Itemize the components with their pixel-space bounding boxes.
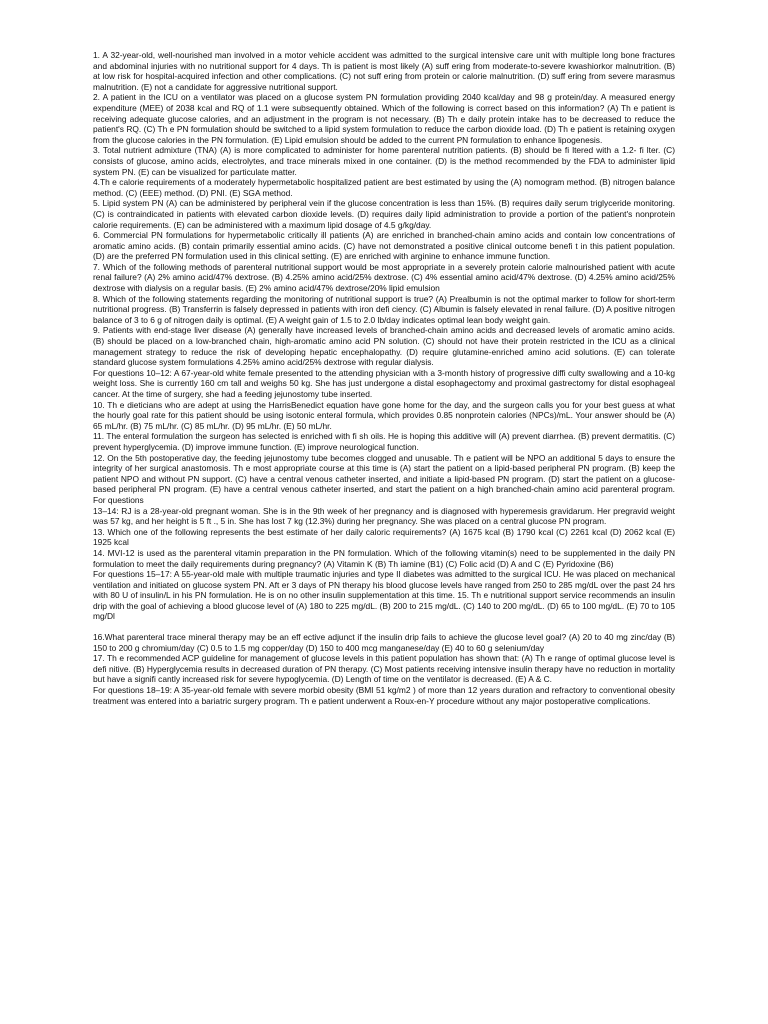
case-intro-18-19: For questions 18–19: A 35-year-old female with severe morbid obesity (BMI 51 kg/m2 ) of more than 12 years duration and refractory to conventional obesity treatment was entered into a bariatric surgery program. Th e patient underwent a Roux-en-Y procedure without any major postoperative complications. xyxy=(93,685,675,706)
question-4: 4.Th e calorie requirements of a moderately hypermetabolic hospitalized patient are best estimated by using the (A) nomogram method. (B) nitrogen balance method. (C) (EEE) method. (D) PNI. (E) SGA method. xyxy=(93,177,675,198)
question-3: 3. Total nutrient admixture (TNA) (A) is more complicated to administer for home parenteral nutrition patients. (B) should be fi ltered with a 1.2- fi lter. (C) consists of glucose, amino acids, electrolytes, and trace minerals mixed in one container. (D) is the method recommended by the FDA to administer lipid system PN. (E) can be visualized for particulate matter. xyxy=(93,145,675,177)
case-intro-13-14: 13–14: RJ is a 28-year-old pregnant woman. She is in the 9th week of her pregnancy and is diagnosed with hyperemesis gravidarum. Her pregravid weight was 57 kg, and her height is 5 ft ., 5 in. She has lost 7 kg (12.3%) during her pregnancy. She was placed on a central glucose PN program. xyxy=(93,505,675,527)
question-10: 10. Th e dieticians who are adept at using the HarrisBenedict equation have gone home for the day, and the surgeon calls you for your best guess at what the hourly goal rate for this patient should be using isotonic enteral formula, which provides 0.85 nonprotein calories (NPCs)/mL. Your answer should be (A) 65 mL/hr. (B) 75 mL/hr. (C) 85 mL/hr. (D) 95 mL/hr. (E) 50 mL/hr. xyxy=(93,399,675,431)
question-5: 5. Lipid system PN (A) can be administered by peripheral vein if the glucose concentration is less than 15%. (B) requires daily serum triglyceride monitoring. (C) is contraindicated in patients with elevated carbon dioxide levels. (D) requires daily lipid administration to provide a portion of the patient's nonprotein calorie requirements. (E) can be administered with a maximum lipid dosage of 4.5 g/kg/day. xyxy=(93,198,675,230)
paragraph-gap xyxy=(93,622,675,632)
question-13: 13. Which one of the following represents the best estimate of her daily caloric requirements? (A) 1675 kcal (B) 1790 kcal (C) 2261 kcal (D) 2062 kcal (E) 1925 kcal xyxy=(93,526,675,548)
case-intro-10-12: For questions 10–12: A 67-year-old white female presented to the attending physician with a 3-month history of progressive diffi culty swallowing and a 10-kg weight loss. She is currently 160 cm tall and weighs 50 kg. She has just undergone a distal esophagectomy and proximal gastrectomy for distal esophageal cancer. At the time of surgery, she had a feeding jejunostomy tube inserted. xyxy=(93,367,675,399)
question-16: 16.What parenteral trace mineral therapy may be an eff ective adjunct if the insulin drip fails to achieve the glucose level goal? (A) 20 to 40 mg zinc/day (B) 150 to 200 g chromium/day (C) 0.5 to 1.5 mg copper/day (D) 150 to 400 mcg manganese/day (E) 40 to 60 g selenium/day xyxy=(93,632,675,653)
question-6: 6. Commercial PN formulations for hypermetabolic critically ill patients (A) are enriched in branched-chain amino acids and contain low concentrations of aromatic amino acids. (B) contain primarily essential amino acids. (C) have not demonstrated a positive clinical outcome benefi t in this patient population. (D) are the preferred PN formulation used in this clinical setting. (E) are enriched with arginine to enhance immune function. xyxy=(93,230,675,262)
questions-section-2 xyxy=(93,632,675,706)
question-7: 7. Which of the following methods of parenteral nutritional support would be most appropriate in a severely protein calorie malnourished patient with acute renal failure? (A) 2% amino acid/47% dextrose. (B) 4.25% amino acid/25% dextrose. (C) 4% essential amino acid/47% dextrose. (D) 4.25% amino acid/25% dextrose with dialysis on a regular basis. (E) 2% amino acid/47% dextrose/20% lipid emulsion xyxy=(93,261,675,294)
question-17: 17. Th e recommended ACP guideline for management of glucose levels in this patient population has shown that: (A) Th e range of optimal glucose level is defi nitive. (B) Hyperglycemia results in decreased duration of PN therapy. (C) Most patients receiving intensive insulin therapy have no reduction in mortality but have a signifi cantly increased risk for severe hypoglycemia. (D) Length of time on the ventilator is decreased. (E) A & C. xyxy=(93,653,675,685)
questions-section-1 xyxy=(93,50,675,622)
question-2: 2. A patient in the ICU on a ventilator was placed on a glucose system PN formulation providing 2040 kcal/day and 98 g protein/day. A measured energy expenditure (MEE) of 2038 kcal and RQ of 1.1 were subsequently obtained. Which of the following is correct based on this information? (A) Th e patient is receiving adequate glucose calories, and an adjustment in the program is not necessary. (B) Th e daily protein intake has to be decreased to reduce the patient's RQ. (C) Th e PN formulation should be switched to a lipid system formulation to reduce the carbon dioxide load. (D) Th e patient is retaining oxygen from the glucose calories in the PN formulation. (E) Lipid emulsion should be added to the current PN formulation to enhance lipogenesis. xyxy=(93,92,675,145)
question-14: 14. MVI-12 is used as the parenteral vitamin preparation in the PN formulation. Which of the following vitamin(s) need to be supplemented in the daily PN formulation to meet the daily requirements during pregnancy? (A) Vitamin K (B) Th iamine (B1) (C) Folic acid (D) A and C (E) Pyridoxine (B6) xyxy=(93,547,675,569)
question-9: 9. Patients with end-stage liver disease (A) generally have increased levels of branched-chain amino acids and decreased levels of aromatic amino acids. (B) should be placed on a low-branched chain, high-aromatic amino acid PN solution. (C) should not have their protein restricted in the ICU as a clinical management strategy to reduce the risk of developing hepatic encephalopathy. (D) require glutamine-enriched amino acid solutions. (E) can tolerate standard glucose system formulations 4.25% amino acid/25% dextrose with regular dialysis. xyxy=(93,325,675,368)
case-intro-15-17: For questions 15–17: A 55-year-old male with multiple traumatic injuries and type II diabetes was admitted to the surgical ICU. He was placed on mechanical ventilation and initiated on glucose system PN. Aft er 3 days of PN therapy his blood glucose levels have ranged from 250 to 285 mg/dL over the past 24 hrs with 80 U of insulin/L in his PN formulation. He is on no other insulin supplementation at this time. 15. Th e nutritional support service recommends an insulin drip with the goal of achieving a blood glucose level of (A) 180 to 225 mg/dL. (B) 200 to 215 mg/dL. (C) 140 to 200 mg/dL. (D) 65 to 100 mg/dL. (E) 70 to 105 mg/Dl xyxy=(93,569,675,622)
document-page xyxy=(93,50,675,706)
question-8: 8. Which of the following statements regarding the monitoring of nutritional support is true? (A) Prealbumin is not the optimal marker to follow for short-term nutritional progress. (B) Transferrin is falsely depressed in patients with iron defi ciency. (C) Albumin is falsely elevated in renal failure. (D) A positive nitrogen balance of 3 to 6 g of nitrogen daily is optimal. (E) A weight gain of 1.5 to 2.0 lb/day indicates optimal lean body weight gain. xyxy=(93,293,675,325)
question-12: 12. On the 5th postoperative day, the feeding jejunostomy tube becomes clogged and unusable. Th e patient will be NPO an additional 5 days to ensure the integrity of her surgical anastomosis. Th e most appropriate course at this time is (A) start the patient on a lipid-based peripheral PN program. (B) keep the patient NPO and without PN support. (C) have a central venous catheter inserted, and initiate a lipid-based PN program. (D) start the patient on a glucose-based peripheral PN program. (E) have a central venous catheter inserted, and start the patient on a high branched-chain amino acid parenteral program. For questions xyxy=(93,452,675,505)
question-1: 1. A 32-year-old, well-nourished man involved in a motor vehicle accident was admitted to the surgical intensive care unit with multiple long bone fractures and abdominal injuries with no nutritional support for 4 days. Th is patient is most likely (A) suff ering from moderate-to-severe kwashiorkor malnutrition. (B) at low risk for hospital-acquired infection and other complications. (C) not suff ering from protein or calorie malnutrition. (D) suff ering from severe marasmus malnutrition. (E) not a candidate for aggressive nutritional support. xyxy=(93,50,675,92)
question-11: 11. The enteral formulation the surgeon has selected is enriched with fi sh oils. He is hoping this additive will (A) prevent diarrhea. (B) prevent dermatitis. (C) prevent hyperglycemia. (D) improve immune function. (E) improve neurological function. xyxy=(93,431,675,452)
